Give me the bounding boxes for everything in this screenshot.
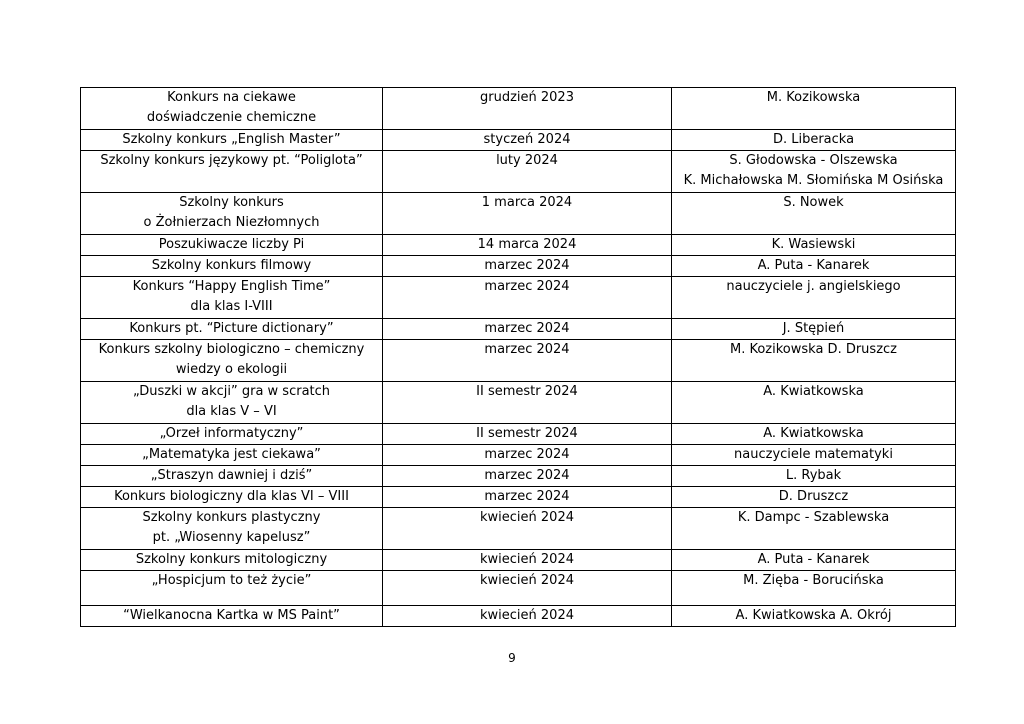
cell-text-line: marzec 2024	[484, 468, 570, 483]
cell-text-line: styczeń 2024	[483, 132, 571, 147]
cell-text-line: marzec 2024	[484, 279, 570, 294]
cell-text-line: Szkolny konkurs filmowy	[151, 258, 312, 273]
cell-text-line: nauczyciele j. angielskiego	[726, 279, 901, 294]
cell-text-line: doświadczenie chemiczne	[146, 110, 317, 125]
event-organizer-cell	[672, 571, 956, 606]
event-name-cell	[81, 466, 383, 487]
event-date-cell	[383, 487, 672, 508]
cell-text-line: L. Rybak	[785, 468, 842, 483]
cell-text-line: J. Stępień	[782, 321, 845, 336]
table-row	[81, 606, 956, 627]
cell-text-line: marzec 2024	[484, 489, 570, 504]
cell-text-line: Konkurs na ciekawe	[167, 90, 296, 105]
event-organizer-cell	[672, 319, 956, 340]
cell-text-line: Szkolny konkurs plastyczny	[142, 510, 321, 525]
event-date-cell	[383, 382, 672, 424]
event-date-cell	[383, 606, 672, 627]
events-table-body	[81, 88, 956, 627]
event-organizer-cell	[672, 466, 956, 487]
event-date-cell	[383, 256, 672, 277]
event-date-cell	[383, 466, 672, 487]
event-date-cell	[383, 88, 672, 130]
cell-text-line: K. Michałowska M. Słomińska M Osińska	[683, 173, 944, 188]
table-row	[81, 424, 956, 445]
event-organizer-cell	[672, 130, 956, 151]
cell-text-line: Konkurs pt. “Picture dictionary”	[129, 321, 334, 336]
event-date-cell	[383, 445, 672, 466]
cell-text-line: S. Nowek	[783, 195, 844, 210]
table-row	[81, 445, 956, 466]
event-name-cell	[81, 340, 383, 382]
table-row	[81, 340, 956, 382]
event-name-cell	[81, 382, 383, 424]
event-name-cell	[81, 130, 383, 151]
events-table	[80, 87, 956, 627]
event-organizer-cell	[672, 151, 956, 193]
event-organizer-cell	[672, 277, 956, 319]
page-number: 9	[508, 651, 516, 665]
table-row	[81, 466, 956, 487]
cell-text-line: marzec 2024	[484, 447, 570, 462]
cell-text-line: D. Liberacka	[772, 132, 855, 147]
table-row	[81, 151, 956, 193]
event-date-cell	[383, 550, 672, 571]
event-organizer-cell	[672, 424, 956, 445]
event-organizer-cell	[672, 550, 956, 571]
cell-text-line: Konkurs szkolny biologiczno – chemiczny	[98, 342, 365, 357]
cell-text-line: pt. „Wiosenny kapelusz”	[152, 530, 311, 545]
cell-text-line: M. Kozikowska D. Druszcz	[729, 342, 897, 357]
cell-text-line: Poszukiwacze liczby Pi	[158, 237, 305, 252]
cell-text-line: 1 marca 2024	[481, 195, 573, 210]
event-name-cell	[81, 277, 383, 319]
event-organizer-cell	[672, 235, 956, 256]
cell-text-line: Szkolny konkurs mitologiczny	[135, 552, 328, 567]
event-date-cell	[383, 508, 672, 550]
event-date-cell	[383, 151, 672, 193]
cell-text-line: kwiecień 2024	[480, 510, 574, 525]
event-organizer-cell	[672, 487, 956, 508]
event-name-cell	[81, 508, 383, 550]
cell-text-line: o Żołnierzach Niezłomnych	[143, 215, 320, 230]
table-row	[81, 277, 956, 319]
cell-text-line: “Wielkanocna Kartka w MS Paint”	[123, 608, 340, 623]
cell-text-line: kwiecień 2024	[480, 573, 574, 588]
cell-text-line: marzec 2024	[484, 342, 570, 357]
event-organizer-cell	[672, 606, 956, 627]
event-organizer-cell	[672, 193, 956, 235]
event-date-cell	[383, 130, 672, 151]
cell-text-line: marzec 2024	[484, 258, 570, 273]
table-row	[81, 130, 956, 151]
cell-text-line: 14 marca 2024	[477, 237, 577, 252]
event-organizer-cell	[672, 256, 956, 277]
event-name-cell	[81, 193, 383, 235]
cell-text-line: dla klas I-VIII	[190, 299, 273, 314]
table-row	[81, 88, 956, 130]
cell-text-line: luty 2024	[496, 153, 558, 168]
cell-text-line: „Duszki w akcji” gra w scratch	[132, 384, 331, 399]
cell-text-line: „Hospicjum to też życie”	[151, 573, 312, 588]
cell-text-line: marzec 2024	[484, 321, 570, 336]
cell-text-line: Szkolny konkurs „English Master”	[122, 132, 341, 147]
cell-text-line: A. Puta - Kanarek	[757, 552, 870, 567]
table-row	[81, 550, 956, 571]
event-organizer-cell	[672, 340, 956, 382]
cell-text-line: A. Kwiatkowska	[763, 384, 864, 399]
event-name-cell	[81, 571, 383, 606]
cell-text-line: K. Dampc - Szablewska	[737, 510, 890, 525]
event-date-cell	[383, 193, 672, 235]
cell-text-line: dla klas V – VI	[186, 404, 277, 419]
table-row	[81, 319, 956, 340]
cell-text-line: A. Kwiatkowska A. Okrój	[735, 608, 892, 623]
cell-text-line: grudzień 2023	[480, 90, 574, 105]
cell-text-line: D. Druszcz	[778, 489, 849, 504]
cell-text-line: nauczyciele matematyki	[734, 447, 893, 462]
event-organizer-cell	[672, 382, 956, 424]
event-name-cell	[81, 256, 383, 277]
cell-text-line: A. Puta - Kanarek	[757, 258, 870, 273]
table-row	[81, 256, 956, 277]
cell-text-line: II semestr 2024	[476, 384, 578, 399]
table-row	[81, 382, 956, 424]
event-name-cell	[81, 88, 383, 130]
event-date-cell	[383, 235, 672, 256]
cell-text-line: kwiecień 2024	[480, 552, 574, 567]
cell-text-line: S. Głodowska - Olszewska	[729, 153, 898, 168]
event-name-cell	[81, 151, 383, 193]
cell-text-line: Szkolny konkurs	[179, 195, 284, 210]
table-row	[81, 571, 956, 606]
cell-text-line: Szkolny konkurs językowy pt. “Poliglota”	[100, 153, 363, 168]
table-row	[81, 487, 956, 508]
cell-text-line: M. Kozikowska	[766, 90, 861, 105]
event-date-cell	[383, 319, 672, 340]
event-name-cell	[81, 424, 383, 445]
event-date-cell	[383, 424, 672, 445]
event-organizer-cell	[672, 445, 956, 466]
event-date-cell	[383, 277, 672, 319]
table-row	[81, 235, 956, 256]
table-row	[81, 193, 956, 235]
event-name-cell	[81, 487, 383, 508]
cell-text-line: M. Zięba - Borucińska	[743, 573, 884, 588]
event-date-cell	[383, 571, 672, 606]
cell-text-line: II semestr 2024	[476, 426, 578, 441]
event-name-cell	[81, 319, 383, 340]
cell-text-line: „Orzeł informatyczny”	[159, 426, 304, 441]
cell-text-line: K. Wasiewski	[771, 237, 856, 252]
cell-text-line: kwiecień 2024	[480, 608, 574, 623]
cell-text-line: Konkurs “Happy English Time”	[132, 279, 331, 294]
event-name-cell	[81, 445, 383, 466]
cell-text-line: „Straszyn dawniej i dziś”	[150, 468, 313, 483]
event-name-cell	[81, 606, 383, 627]
event-date-cell	[383, 340, 672, 382]
event-name-cell	[81, 550, 383, 571]
event-organizer-cell	[672, 88, 956, 130]
cell-text-line: „Matematyka jest ciekawa”	[142, 447, 321, 462]
cell-text-line: A. Kwiatkowska	[763, 426, 864, 441]
table-row	[81, 508, 956, 550]
cell-text-line: Konkurs biologiczny dla klas VI – VIII	[114, 489, 349, 504]
event-organizer-cell	[672, 508, 956, 550]
cell-text-line: wiedzy o ekologii	[175, 362, 288, 377]
event-name-cell	[81, 235, 383, 256]
